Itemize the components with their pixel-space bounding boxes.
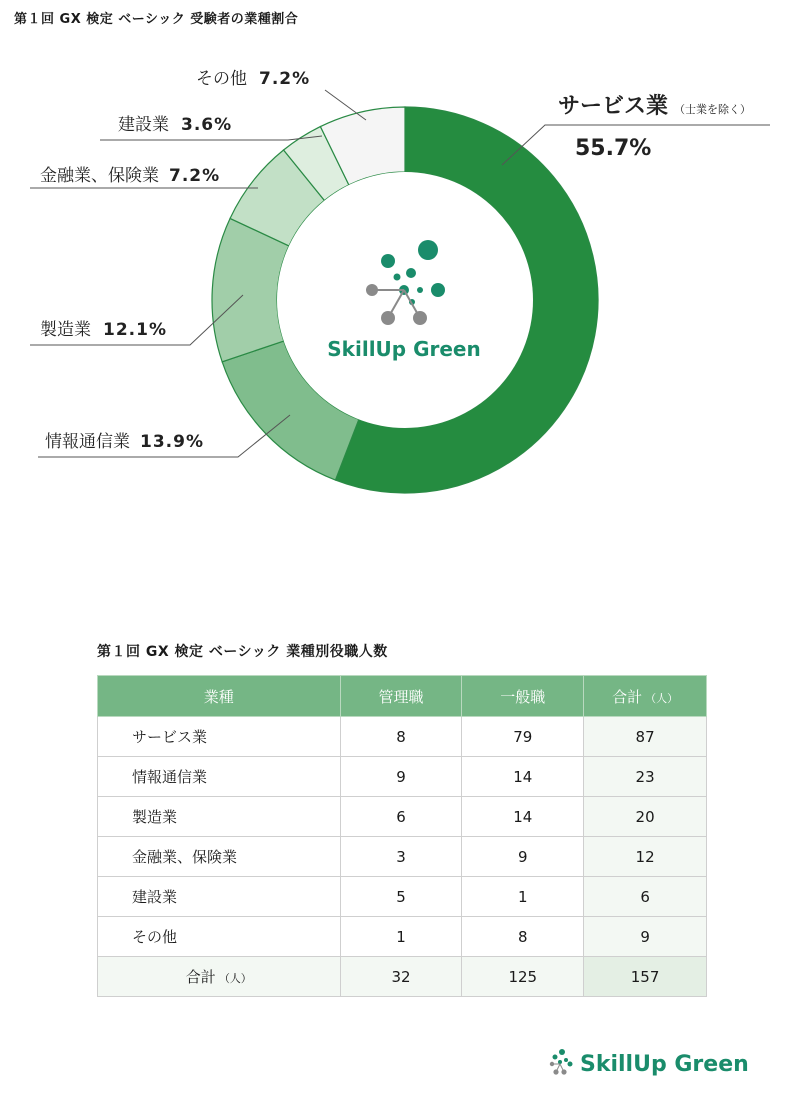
label-finance-pct: 7.2%	[169, 166, 221, 186]
chart-title: 第１回 GX 検定 ベーシック 受験者の業種割合	[14, 12, 299, 27]
industry-cell: サービス業	[98, 717, 341, 757]
managers-cell: 3	[340, 837, 462, 877]
staff-cell: 9	[462, 837, 584, 877]
table-total-row	[98, 957, 707, 997]
label-finance-name: 金融業、保険業	[40, 166, 159, 186]
total-cell: 87	[584, 717, 707, 757]
header-industry: 業種	[98, 676, 341, 717]
grand-total-cell: 157	[584, 957, 707, 997]
label-other-name: その他	[196, 69, 247, 89]
staff-cell: 14	[462, 797, 584, 837]
total-label: 合計	[185, 968, 216, 986]
total-cell: 20	[584, 797, 707, 837]
managers-cell: 9	[340, 757, 462, 797]
staff-cell: 1	[462, 877, 584, 917]
industry-cell: 製造業	[98, 797, 341, 837]
label-construction	[118, 115, 232, 135]
label-service	[558, 93, 751, 119]
label-mfg-pct: 12.1%	[103, 320, 167, 340]
label-ict-name: 情報通信業	[45, 432, 130, 452]
footer-logo-icon	[550, 1049, 573, 1075]
label-other	[196, 69, 310, 89]
label-ict-pct: 13.9%	[140, 432, 204, 452]
total-staff-cell: 125	[462, 957, 584, 997]
label-service-note: （士業を除く）	[674, 103, 752, 116]
header-total	[584, 676, 707, 717]
footer-logo	[548, 1046, 778, 1078]
table-row	[98, 837, 707, 877]
label-ict	[45, 432, 204, 452]
table-header-row	[98, 676, 707, 717]
label-other-pct: 7.2%	[259, 69, 311, 89]
label-service-name: サービス業	[558, 94, 669, 119]
header-total-label: 合計	[612, 687, 643, 706]
table-row	[98, 917, 707, 957]
footer-logo-text: SkillUp Green	[580, 1052, 749, 1077]
managers-cell: 8	[340, 717, 462, 757]
industry-cell: 建設業	[98, 877, 341, 917]
total-cell: 9	[584, 917, 707, 957]
industry-cell: 金融業、保険業	[98, 837, 341, 877]
staff-cell: 79	[462, 717, 584, 757]
total-cell: 6	[584, 877, 707, 917]
label-service-pct: 55.7%	[575, 136, 652, 161]
total-cell: 23	[584, 757, 707, 797]
label-construction-name: 建設業	[118, 115, 169, 135]
table-row	[98, 797, 707, 837]
managers-cell: 5	[340, 877, 462, 917]
managers-cell: 6	[340, 797, 462, 837]
table-title: 第１回 GX 検定 ベーシック 業種別役職人数	[97, 644, 388, 660]
managers-cell: 1	[340, 917, 462, 957]
center-logo-text: SkillUp Green	[327, 337, 481, 361]
table-row	[98, 877, 707, 917]
total-label-cell	[98, 957, 341, 997]
label-finance	[40, 166, 220, 186]
total-managers-cell: 32	[340, 957, 462, 997]
table-row	[98, 717, 707, 757]
header-unit: （人）	[645, 691, 679, 705]
header-staff: 一般職	[462, 676, 584, 717]
donut-hole	[277, 172, 533, 428]
staff-cell: 14	[462, 757, 584, 797]
total-unit: （人）	[218, 972, 252, 985]
header-managers: 管理職	[340, 676, 462, 717]
label-mfg-name: 製造業	[40, 320, 91, 340]
table-row	[98, 757, 707, 797]
label-mfg	[40, 320, 167, 340]
industry-cell: 情報通信業	[98, 757, 341, 797]
total-cell: 12	[584, 837, 707, 877]
label-construction-pct: 3.6%	[181, 115, 233, 135]
industry-cell: その他	[98, 917, 341, 957]
staff-cell: 8	[462, 917, 584, 957]
role-count-table	[97, 675, 707, 997]
